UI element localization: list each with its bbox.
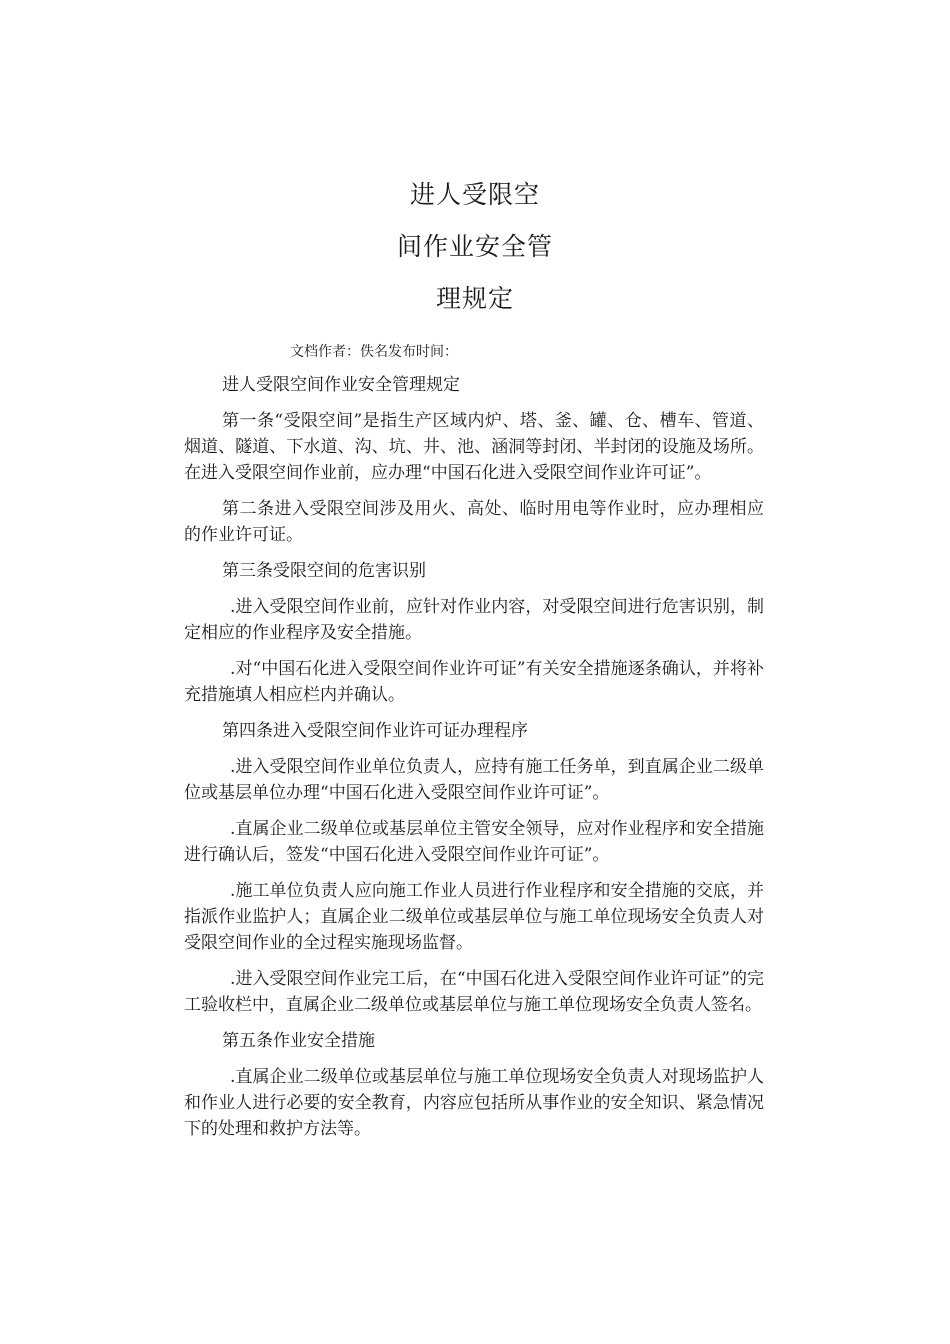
article-item: .直属企业二级单位或基层单位主管安全领导，应对作业程序和安全措施进行确认后，签发“中国石化进入受限空间作业许可证”。 [184,819,764,865]
article-item: .对“中国石化进入受限空间作业许可证”有关安全措施逐条确认，并将补充措施填人相应栏内并确认。 [184,659,764,705]
document-meta: 文档作者：佚名发布时间： [290,344,458,360]
document-title-line-2: 间作业安全管 [396,232,553,261]
document-title-line-3: 理规定 [435,284,514,313]
article-item: .进入受限空间作业前，应针对作业内容，对受限空间进行危害识别，制定相应的作业程序及安全措施。 [184,597,764,643]
document-body [184,372,764,1152]
article-item: .进入受限空间作业完工后，在“中国石化进入受限空间作业许可证”的完工验收栏中，直属企业二级单位或基层单位与施工单位现场安全负责人签名。 [184,969,764,1015]
article-paragraph: 第二条进入受限空间涉及用火、高处、临时用电等作业时，应办理相应的作业许可证。 [184,499,764,545]
article-item: .施工单位负责人应向施工作业人员进行作业程序和安全措施的交底，并指派作业监护人；直属企业二级单位或基层单位与施工单位现场安全负责人对受限空间作业的全过程实施现场监督。 [184,881,764,953]
article-heading: 第五条作业安全措施 [222,1031,375,1051]
article-item: .进入受限空间作业单位负责人，应持有施工任务单，到直属企业二级单位或基层单位办理“中国石化进入受限空间作业许可证”。 [184,757,764,803]
article-item: .直属企业二级单位或基层单位与施工单位现场安全负责人对现场监护人和作业人进行必要的安全教育，内容应包括所从事作业的安全知识、紧急情况下的处理和救护方法等。 [184,1067,764,1139]
section-heading: 进人受限空间作业安全管理规定 [222,375,460,395]
article-heading: 第三条受限空间的危害识别 [222,561,426,581]
article-heading: 第四条进入受限空间作业许可证办理程序 [222,721,528,741]
document-title-line-1: 进人受限空 [409,180,540,209]
article-paragraph: 第一条“受限空间”是指生产区域内炉、塔、釜、罐、仓、槽车、管道、烟道、隧道、下水道、沟、坑、井、池、涵洞等封闭、半封闭的设施及场所。在进入受限空间作业前，应办理“中国石化进入受限空间作业许可证”。 [184,411,764,483]
